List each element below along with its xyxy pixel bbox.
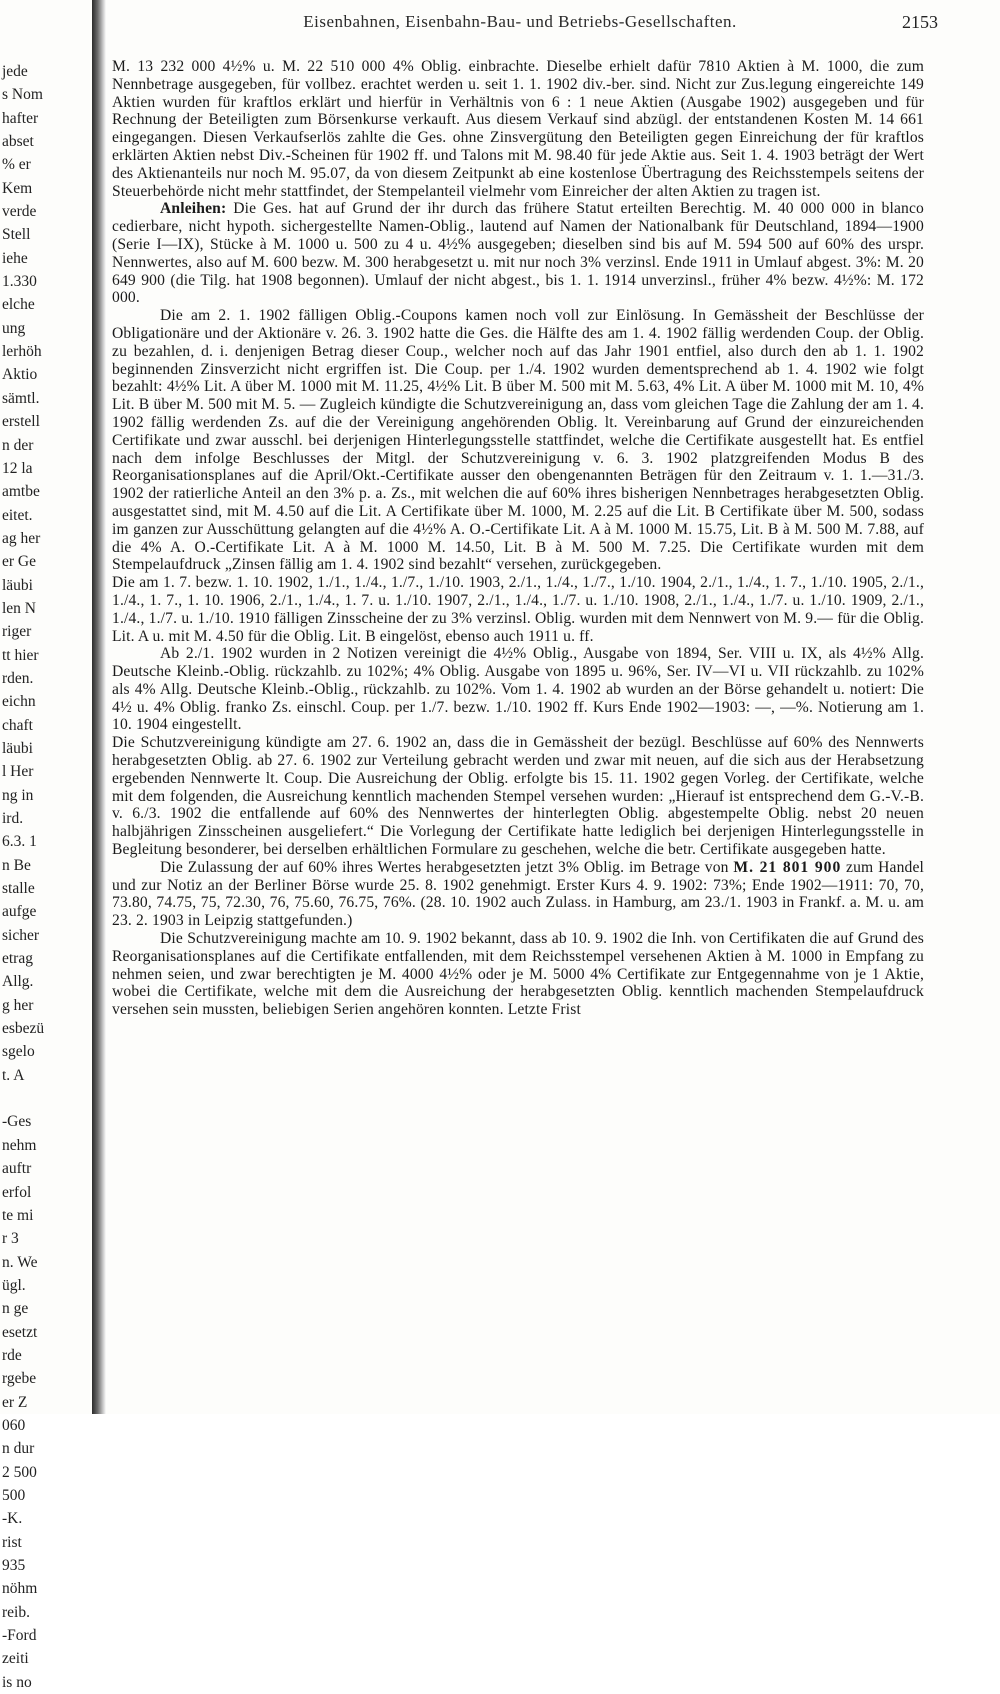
facing-page-line: ird. — [2, 810, 24, 827]
facing-page-line: is no — [2, 1673, 32, 1691]
facing-page-line: esetzt — [2, 1323, 38, 1341]
facing-page-line: etrag — [2, 950, 33, 968]
facing-page-line: sgelo — [2, 1043, 35, 1061]
paragraph-coupons: Die am 2. 1. 1902 fälligen Oblig.-Coupons kamen noch voll zur Einlösung. In Gemässheit der Beschlüsse der Obligationäre und der Aktionäre v. 26. 3. 1902 hatte die Ges. die Hälfte des am 1. 4. 1902 fällig werdenden Coup. der Oblig. zu bezahlen, d. i. denjenigen Betrag dieser Coup., welcher noch auf das Jahr 1901 entfiel, also durch den ab 1. 1. 1902 beginnenden Zinsverzicht nicht ergriffen ist. Die Coup. per 1./4. 1902 wurden dementsprechend ab 1. 4. 1902 wie folgt bezahlt: 4½% Lit. A über M. 1000 mit M. 11.25, 4½% Lit. B über M. 500 mit M. 5.63, 4% Lit. A über M. 1000 mit M. 10, 4% Lit. B über M. 500 mit M. 5. — Zugleich kündigte die Schutzvereinigung an, dass vom gleichen Tage die Zahlung der am 1. 4. 1902 fällig werdenden Zs. auf die der Vereinigung angehörenden Oblig. lt. Vereinbarung auf Grund der einzureichenden Certifikate und zwar ausschl. bei derjenigen Hinterlegungsstelle stattfindet, welche die Certifikate ausgestellt hat. Es entfiel nach dem infolge Beschlusses der Mitgl. der Schutzvereinigung v. 6. 3. 1902 platzgreifenden Modus B des Reorganisationsplanes auf die April/Okt.-Certifikate ausser den obengenannten Beträgen für den Zeitraum v. 1. 1.—31./3. 1902 der ratierliche Anteil an den 3% p. a. Zs., mit welchen die auf 60% ihres bisherigen Nennbetrages herabgesetzten Oblig. ausgestattet sind, mit M. 4.50 auf die Lit. A Certifikate über M. 1000, M. 2.25 auf die Lit. B Certifikate über M. 500, sodass im ganzen zur Ausschüttung gelangten auf die 4½% A. O.-Certifikate Lit. A à M. 1000 M. 15.75, Lit. B à M. 500 M. 7.88, auf die 4% A. O.-Certifikate Lit. A à M. 1000 M. 14.50, Lit. B à M. 500 M. 7.25. Die Certifikate wurden mit dem Stempelaufdruck „Zinsen fällig am 1. 4. 1902 sind bezahlt“ versehen, zurückgegeben. — [112, 307, 924, 574]
facing-page-line: läubi — [2, 739, 33, 757]
facing-page-line: -K. — [2, 1510, 23, 1528]
admission-amount: M. 21 801 900 — [733, 858, 842, 876]
facing-page-line: rist — [2, 1533, 22, 1551]
facing-page-line: -Ford — [2, 1627, 37, 1645]
facing-page-line: eitet. — [2, 506, 33, 524]
facing-page-line: 12 la — [2, 459, 33, 477]
facing-page-line: s Nom — [2, 86, 43, 104]
facing-page-line: rden. — [2, 669, 34, 687]
paragraph-distribution: Die Schutzvereinigung kündigte am 27. 6. 1902 an, dass die in Gemässheit der bezügl. Beschlüsse auf 60% des Nennwerts herabgesetzten Oblig. ab 27. 6. 1902 zur Verteilung gebracht werden und zwar mit neuen, auf die sich aus der Herabsetzung ergebenden Nennwerte lt. Coup. Die Ausreichung der Oblig. erfolgte bis 15. 11. 1902 gegen Vorleg. der Certifikate, welche mit dem folgenden, die Ausreichung kenntlich machenden Stempel versehen wurden: „Hierauf ist entsprechend dem G.-V.-B. v. 6./3. 1902 die entfallende auf 60% des Nennwertes der hinterlegten Oblig. abgestempelte Oblig. nebst 20 neuen halbjährigen Zinsscheinen ausgeliefert.“ Die Vorlegung der Certifikate hatte lediglich bei derjenigen Hinterlegungsstelle in Begleitung besonderer, bei derselben erhältlichen Formulare zu geschehen, welche die betr. Certifikate ausgegeben hatte. — [112, 734, 924, 859]
paragraph-admission-text-b: zum Handel und zur Notiz an der Berliner Börse wurde 25. 8. 1902 genehmigt. Erster Kurs 4. 9. 1902: 73%; Ende 1902—1911: 70, 70, 73.80, 74.75, 75, 72.30, 76, 75.60, 76.75, 76%. (28. 10. 1902 auch Zulass. in Hamburg, am 23./1. 1903 in Frankf. a. M. u. am 23. 2. 1903 in Leipzig stattgefunden.) — [112, 858, 925, 930]
facing-page-line: 500 — [2, 1486, 26, 1504]
facing-page-line: riger — [2, 623, 32, 641]
facing-page-line: % er — [2, 156, 31, 174]
facing-page-fragment — [0, 60, 90, 1691]
facing-page-line: Kem — [2, 179, 33, 197]
facing-page-line: stalle — [2, 880, 35, 898]
facing-page-line: len N — [2, 599, 37, 617]
facing-page-line: 1.330 — [2, 273, 37, 291]
binding-gutter — [92, 0, 106, 1414]
paragraph-admission — [112, 859, 924, 930]
facing-page-line: n dur — [2, 1440, 35, 1458]
facing-page-line: n Be — [2, 856, 31, 874]
paragraph-anleihen-text: Die Ges. hat auf Grund der ihr durch das frühere Statut erteilten Berechtig. M. 40 000 000 in blanco cedierbare, nicht hypoth. sichergestellte Namen-Oblig., lautend auf Namen der Nationalbank für Deutschland, 1894—1900 (Serie I—IX), Stücke à M. 1000 u. 500 zu 4 u. 4½% ausgegeben; dieselben sind bis auf M. 594 500 auf 60% des urspr. Nennwertes, also auf M. 600 bezw. M. 300 herabgesetzt u. mit nur noch 3% verzinsl. Ende 1911 in Umlauf abgest. 3%: M. 20 649 900 (die Tilg. hat 1908 begonnen). Umlauf der nicht abgest., bis 1. 1. 1914 unverzinsl., früher 4% bezw. 4½%: M. 172 000. — [112, 200, 924, 307]
facing-page-line: reib. — [2, 1603, 30, 1621]
facing-page-line: nehm — [2, 1136, 37, 1154]
facing-page-line: aufge — [2, 903, 37, 921]
facing-page-line: eichn — [2, 693, 36, 711]
paragraph-share-exchange: M. 13 232 000 4½% u. M. 22 510 000 4% Oblig. einbrachte. Dieselbe erhielt dafür 7810 Aktien à M. 1000, die zum Nennbetrage ausgegeben, für vollbez. erachtet werden u. seit 1. 1. 1902 div.-ber. sind. Nicht zur Zus.legung eingereichte 149 Aktien wurden für kraftlos erklärt und hierfür in Verhältnis von 6 : 1 neue Aktien (Ausgabe 1902) ausgegeben und für Rechnung der Beteiligten zum Börsenkurse verkauft. Aus diesem Verkauf sind abzügl. der entstandenen Kosten M. 14 661 eingegangen. Diesen Verkaufserlös zahlte die Ges. ohne Zinsvergütung den Beteiligten gegen Einreichung der für kraftlos erklärten Aktien nebst Div.-Scheinen für 1902 ff. und Talons mit M. 98.40 für jede Aktie aus. Seit 1. 4. 1903 beträgt der Wert des Aktienanteils nur noch M. 95.07, da von diesem Zeitpunkt ab eine kostenlose Übertragung des Reichsstempels seitens der Steuerbehörde nicht mehr stattfindet, der Stempelanteil vielmehr vom Einreicher der alten Aktien zu tragen ist. — [112, 58, 924, 200]
facing-page-line: 6.3. 1 — [2, 833, 37, 851]
facing-page-line: ung — [2, 319, 26, 337]
running-title: Eisenbahnen, Eisenbahn-Bau- und Betriebs-Gesellschaften. — [303, 12, 737, 31]
facing-page-line: r 3 — [2, 1230, 19, 1248]
facing-page-line: l Her — [2, 763, 34, 781]
page-number: 2153 — [902, 12, 938, 32]
paragraph-anleihen — [112, 200, 924, 307]
facing-page-line: 935 — [2, 1557, 26, 1574]
facing-page-line: iehe — [2, 249, 28, 267]
facing-page-line: ag her — [2, 529, 41, 547]
paragraph-admission-text-a: Die Zulassung der auf 60% ihres Wertes herabgesetzten jetzt 3% Oblig. im Betrage von — [160, 858, 734, 876]
facing-page-line: 2 500 — [2, 1463, 37, 1481]
paragraph-interest-coupons: Die am 1. 7. bezw. 1. 10. 1902, 1./1., 1./4., 1./7., 1./10. 1903, 2./1., 1./4., 1./7., 1./10. 1904, 2./1., 1./4., 1. 7., 1./10. 1905, 2./1., 1./4., 1. 7., 1. 10. 1906, 2./1., 1./4., 1. 7. u. 1./10. 1907, 2./1., 1./4., 1./7. u. 1./10. 1908, 2./1., 1./4., 1./7. u. 1./10. 1909, 2./1., 1./4., 1./7. u. 1./10. 1910 fälligen Zinsscheine der zu 3% verzinsl. Oblig. wurden mit dem Nennwert von M. 9.— für die Oblig. Lit. A u. mit M. 4.50 für die Oblig. Lit. B eingelöst, ebenso auch 1911 u. ff. — [112, 574, 924, 645]
facing-page-line: rgebe — [2, 1370, 37, 1388]
facing-page-line: Stell — [2, 226, 31, 244]
facing-page-line: sämtl. — [2, 389, 40, 407]
facing-page-line: n ge — [2, 1300, 29, 1318]
facing-page-line: erfol — [2, 1183, 32, 1201]
facing-page-line: verde — [2, 203, 37, 221]
facing-page-line: te mi — [2, 1206, 34, 1224]
facing-page-line: -Ges — [2, 1113, 32, 1131]
facing-page-line: ügl. — [2, 1276, 26, 1294]
section-heading-anleihen: Anleihen: — [160, 200, 227, 218]
facing-page-line: läubi — [2, 576, 33, 594]
facing-page-line: er Z — [2, 1393, 28, 1411]
facing-page-line: n der — [2, 436, 34, 454]
paragraph-notations: Ab 2./1. 1902 wurden in 2 Notizen vereinigt die 4½% Oblig., Ausgabe von 1894, Ser. VIII u. IX, als 4½% Allg. Deutsche Kleinb.-Oblig. rückzahlb. zu 102%; 4% Oblig. Ausgabe von 1895 u. 96%, Ser. IV—VI u. VII rückzahlb. zu 102% als 4% Allg. Deutsche Kleinb.-Oblig., rückzahlb. zu 102%. Vom 1. 4. 1902 ab wurden an der Börse gehandelt u. notiert: Die 4½ u. 4% Oblig. franko Zs. einschl. Coup. per 1./7. bezw. 1./10. 1902 ff. Kurs Ende 1902—1903: —, —%. Notierung am 1. 10. 1904 eingestellt. — [112, 645, 924, 734]
facing-page-line: hafter — [2, 109, 39, 127]
facing-page-line: chaft — [2, 716, 33, 734]
facing-page-line: sicher — [2, 926, 40, 944]
facing-page-line: n. We — [2, 1253, 38, 1271]
paragraph-share-issue: Die Schutzvereinigung machte am 10. 9. 1902 bekannt, dass ab 10. 9. 1902 die Inh. von Certifikaten die auf Grund des Reorganisationsplanes auf die Certifikate entfallenden, mit dem Reichsstempel versehenen Aktien à M. 1000 in Empfang zu nehmen seien, und zwar berechtigten je M. 4000 4½% oder je M. 5000 4% Certifikate zur Entgegennahme von je 1 Aktie, wobei die Certifikate, welche mit dem die Ausreichung der herabgesetzten Oblig. kenntlich machenden Stempelaufdruck versehen sein mussten, beliebigen Serien angehören konnten. Letzte Frist — [112, 930, 924, 1019]
facing-page-line: amtbe — [2, 483, 40, 501]
facing-page-line: abset — [2, 133, 34, 151]
facing-page-line: erstell — [2, 413, 40, 431]
facing-page-line: 060 — [2, 1416, 26, 1434]
facing-page-line: Aktio — [2, 366, 38, 384]
facing-page-line: rde — [2, 1346, 22, 1364]
facing-page-line: esbezü — [2, 1020, 45, 1038]
facing-page-line: nöhm — [2, 1580, 38, 1598]
facing-page-line: auftr — [2, 1160, 32, 1178]
facing-page-line: g her — [2, 996, 34, 1014]
facing-page-line: tt hier — [2, 646, 39, 664]
facing-page-line: Allg. — [2, 973, 34, 991]
facing-page-line: jede — [2, 63, 28, 80]
facing-page-line: lerhöh — [2, 343, 42, 361]
facing-page-line: ng in — [2, 786, 34, 804]
facing-page-line: t. A — [2, 1066, 25, 1084]
facing-page-line: zeiti — [2, 1650, 29, 1668]
facing-page-line — [0, 1087, 90, 1110]
facing-page-line: elche — [2, 296, 35, 314]
text-column — [112, 58, 924, 1408]
facing-page-line: er Ge — [2, 553, 36, 571]
